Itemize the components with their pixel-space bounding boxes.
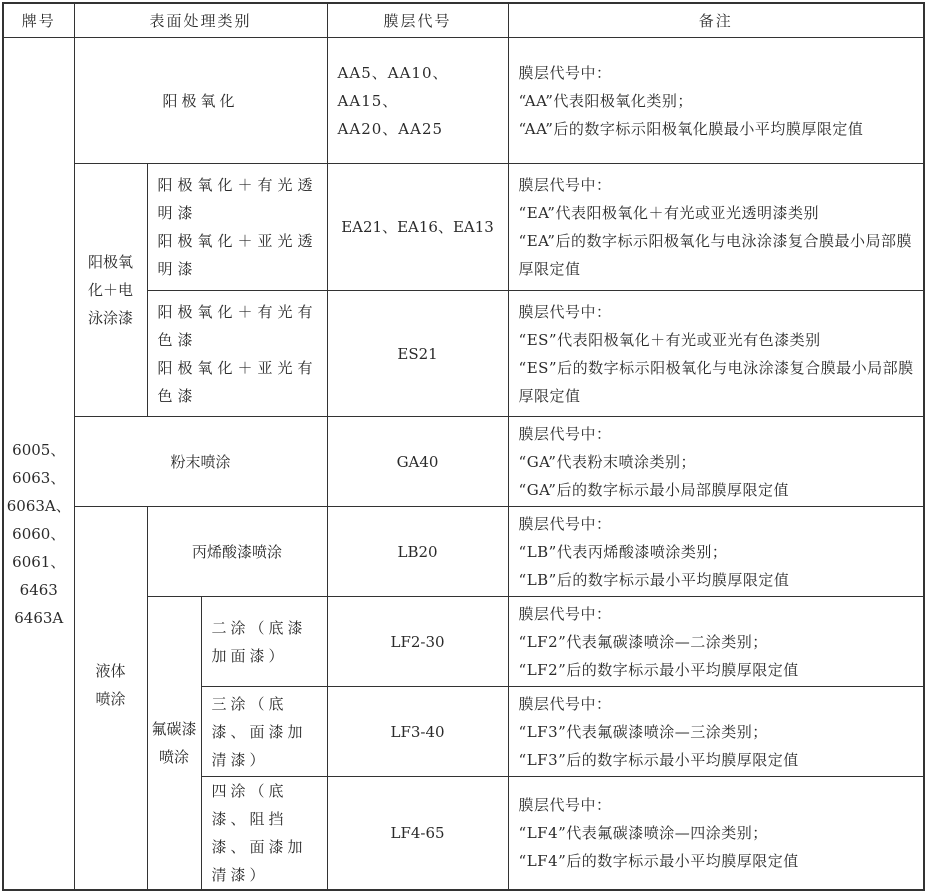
header-treatment-category: 表面处理类别 [74, 3, 327, 38]
film-code-cell: ES21 [327, 291, 508, 417]
group-anodizing-electrophoretic: 阳极氧 化＋电 泳涂漆 [74, 164, 147, 417]
film-code-cell: LB20 [327, 507, 508, 597]
film-code-cell: AA5、AA10、AA15、 AA20、AA25 [327, 38, 508, 164]
subcategory-colored-lacquer: 阳极氧化＋有光有色漆 阳极氧化＋亚光有色漆 [147, 291, 327, 417]
category-powder-coating: 粉末喷涂 [74, 417, 327, 507]
table-row-anodizing [3, 38, 924, 164]
category-anodizing: 阳极氧化 [74, 38, 327, 164]
remarks-cell: 膜层代号中： “AA”代表阳极氧化类别； “AA”后的数字标示阳极氧化膜最小平均膜厚限定值 [508, 38, 924, 164]
remarks-cell: 膜层代号中： “LF2”代表氟碳漆喷涂—二涂类别； “LF2”后的数字标示最小平均膜厚限定值 [508, 597, 924, 687]
group-liquid-coating: 液体 喷涂 [74, 507, 147, 891]
header-grade: 牌号 [3, 3, 74, 38]
subcategory-clear-lacquer: 阳极氧化＋有光透明漆 阳极氧化＋亚光透明漆 [147, 164, 327, 291]
remarks-cell: 膜层代号中： “LF3”代表氟碳漆喷涂—三涂类别； “LF3”后的数字标示最小平均膜厚限定值 [508, 687, 924, 777]
remarks-cell: 膜层代号中： “ES”代表阳极氧化＋有光或亚光有色漆类别 “ES”后的数字标示阳极氧化与电泳涂漆复合膜最小局部膜厚限定值 [508, 291, 924, 417]
header-row [3, 3, 924, 38]
coat-type-2coat: 二涂（底漆加面漆） [201, 597, 327, 687]
table-row-electrophoretic-clear [3, 164, 924, 291]
grade-cell: 6005、 6063、 6063A、 6060、 6061、 6463 6463A [3, 38, 74, 891]
table-row-powder-coating [3, 417, 924, 507]
film-code-cell: LF3-40 [327, 687, 508, 777]
surface-treatment-table [2, 2, 925, 891]
remarks-cell: 膜层代号中： “EA”代表阳极氧化＋有光或亚光透明漆类别 “EA”后的数字标示阳极氧化与电泳涂漆复合膜最小局部膜厚限定值 [508, 164, 924, 291]
subcategory-acrylic-spray: 丙烯酸漆喷涂 [147, 507, 327, 597]
header-remarks: 备注 [508, 3, 924, 38]
coat-type-4coat: 四涂（底漆、阻挡漆、面漆加清漆） [201, 777, 327, 891]
remarks-cell: 膜层代号中： “GA”代表粉末喷涂类别； “GA”后的数字标示最小局部膜厚限定值 [508, 417, 924, 507]
subcategory-fluorocarbon-spray: 氟碳漆 喷涂 [147, 597, 201, 891]
film-code-cell: GA40 [327, 417, 508, 507]
header-film-code: 膜层代号 [327, 3, 508, 38]
film-code-cell: LF4-65 [327, 777, 508, 891]
remarks-cell: 膜层代号中： “LF4”代表氟碳漆喷涂—四涂类别； “LF4”后的数字标示最小平均膜厚限定值 [508, 777, 924, 891]
remarks-cell: 膜层代号中： “LB”代表丙烯酸漆喷涂类别； “LB”后的数字标示最小平均膜厚限定值 [508, 507, 924, 597]
film-code-cell: LF2-30 [327, 597, 508, 687]
film-code-cell: EA21、EA16、EA13 [327, 164, 508, 291]
table-row-acrylic [3, 507, 924, 597]
coat-type-3coat: 三涂（底漆、面漆加清漆） [201, 687, 327, 777]
